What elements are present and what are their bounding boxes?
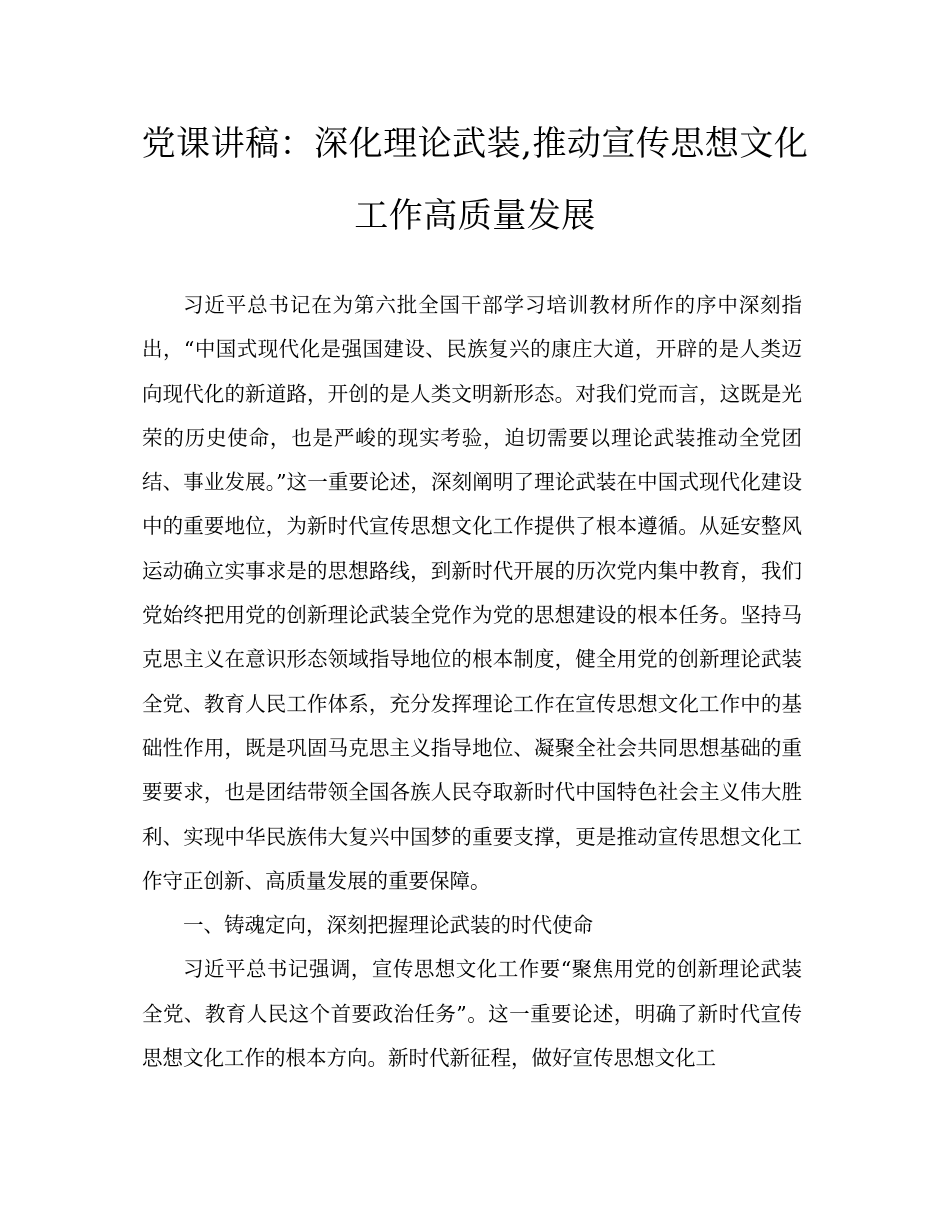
section-paragraph: 习近平总书记强调，宣传思想文化工作要“聚焦用党的创新理论武装全党、教育人民这个首要政治任务”。这一重要论述，明确了新时代宣传思想文化工作的根本方向。新时代新征程，做好宣传思想文化工 <box>142 957 802 1071</box>
section-heading: 一、铸魂定向，深刻把握理论武装的时代使命 <box>183 913 593 938</box>
document-body <box>142 283 802 1080</box>
title-line-1: 党课讲稿：深化理论武装,推动宣传思想文化 <box>141 124 809 164</box>
title-line-2: 工作高质量发展 <box>354 196 596 236</box>
document-title <box>120 108 830 252</box>
intro-paragraph: 习近平总书记在为第六批全国干部学习培训教材所作的序中深刻指出，“中国式现代化是强国建设、民族复兴的康庄大道，开辟的是人类迈向现代化的新道路，开创的是人类文明新形态。对我们党而言，这既是光荣的历史使命，也是严峻的现实考验，迫切需要以理论武装推动全党团结、事业发展。”这一重要论述，深刻阐明了理论武装在中国式现代化建设中的重要地位，为新时代宣传思想文化工作提供了根本遵循。从延安整风运动确立实事求是的思想路线，到新时代开展的历次党内集中教育，我们党始终把用党的创新理论武装全党作为党的思想建设的根本任务。坚持马克思主义在意识形态领域指导地位的根本制度，健全用党的创新理论武装全党、教育人民工作体系，充分发挥理论工作在宣传思想文化工作中的基础性作用，既是巩固马克思主义指导地位、凝聚全社会共同思想基础的重要要求，也是团结带领全国各族人民夺取新时代中国特色社会主义伟大胜利、实现中华民族伟大复兴中国梦的重要支撑，更是推动宣传思想文化工作守正创新、高质量发展的重要保障。 <box>142 293 802 893</box>
